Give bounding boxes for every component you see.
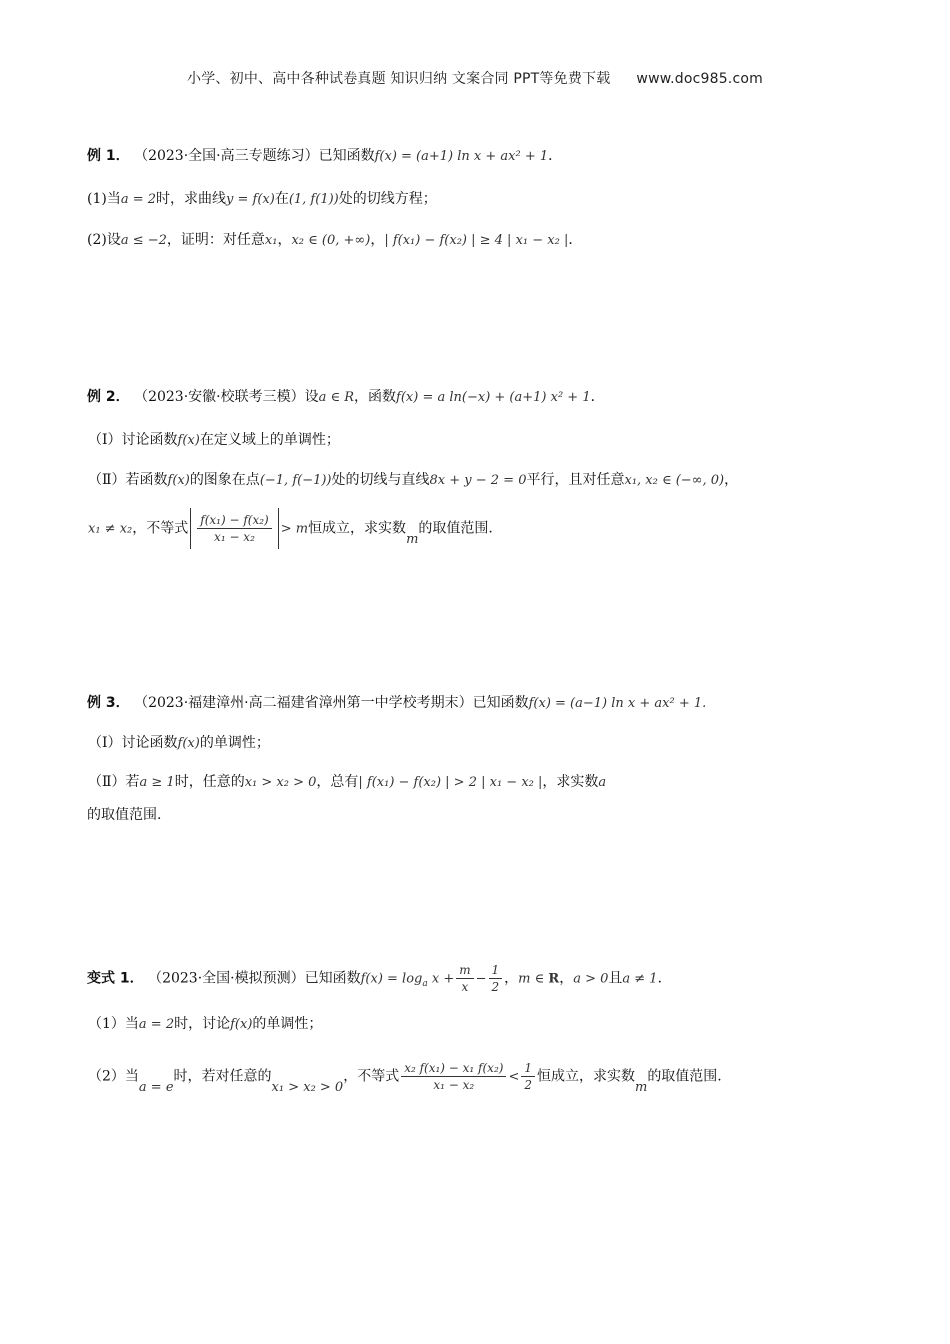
ex2-statement: 例 2． （2023·安徽·校联考三模）设a ∈ R，函数f(x) = a ln(−x) + (a+1) x² + 1．: [87, 389, 605, 405]
ex3-q1: （Ⅰ）讨论函数f(x)的单调性；: [88, 735, 270, 751]
var1-statement: 变式 1． （2023·全国·模拟预测）已知函数$f(x) = \log_a x$ + $\frac{m}{x}$ − $\frac{1}{2}$ ，m ∈ R，a > 0且a ≠ 1．: [87, 963, 672, 994]
ex2-q2: （Ⅱ）若函数f(x)的图象在点(−1, f(−1))处的切线与直线8x + y − 2 = 0平行，且对任意x₁, x₂ ∈ (−∞, 0)，: [88, 472, 739, 488]
ex3-q3: 的取值范围.: [87, 807, 162, 823]
ex1-source: （2023·全国·高三专题练习）已知函数: [134, 148, 375, 164]
header-url[interactable]: www.doc985.com: [636, 71, 763, 87]
ex1-q2: (2)设a ≤ −2，证明：对任意x₁，x₂ ∈ (0, +∞)，| f(x₁) − f(x₂) | ≥ 4 | x₁ − x₂ |．: [87, 232, 583, 248]
ex2-label: 例 2．: [87, 389, 130, 405]
ex1-label: 例 1．: [87, 148, 130, 164]
page-header: [0, 68, 950, 88]
ex1-statement: 例 1． （2023·全国·高三专题练习）已知函数f(x) = (a+1) ln x + ax² + 1．: [87, 148, 563, 164]
header-text: 小学、初中、高中各种试卷真题 知识归纳 文案合同 PPT等免费下载: [187, 71, 611, 87]
ex3-label: 例 3．: [87, 695, 130, 711]
ex3-statement: 例 3． （2023·福建漳州·高二福建省漳州第一中学校考期末）已知函数f(x) = (a−1) ln x + ax² + 1.: [87, 695, 707, 711]
ex2-q1: （Ⅰ）讨论函数f(x)在定义域上的单调性；: [88, 432, 340, 448]
ex1-func: f(x) = (a+1) ln x + ax² + 1: [374, 149, 549, 164]
ex1-q1: (1)当a = 2时，求曲线y = f(x)在(1, f(1))处的切线方程；: [87, 191, 437, 207]
var1-q1: （1）当a = 2时，讨论f(x)的单调性；: [88, 1016, 323, 1032]
abs-fraction: $\frac{\text{f(x₁) − f(x₂)}}{\text{x₁ − x₂}}$: [190, 508, 278, 549]
var1-q2: （2）当a = e时，若对任意的x₁ > x₂ > 0，不等式 $\frac{\text{x₂ f(x₁) − x₁ f(x₂)}}{\text{x₁ − x₂}}$ < $\frac{1}{2}$ 恒成立，求实数m的取值范围.: [88, 1061, 722, 1095]
var1-label: 变式 1．: [87, 970, 144, 987]
ex2-q3: x₁ ≠ x₂，不等式 $\frac{\text{f(x₁) − f(x₂)}}{\text{x₁ − x₂}}$ > m恒成立，求实数m的取值范围.: [88, 508, 493, 549]
ex3-q2: （Ⅱ）若a ≥ 1时，任意的x₁ > x₂ > 0，总有| f(x₁) − f(x₂) | > 2 | x₁ − x₂ |，求实数a: [88, 774, 607, 790]
